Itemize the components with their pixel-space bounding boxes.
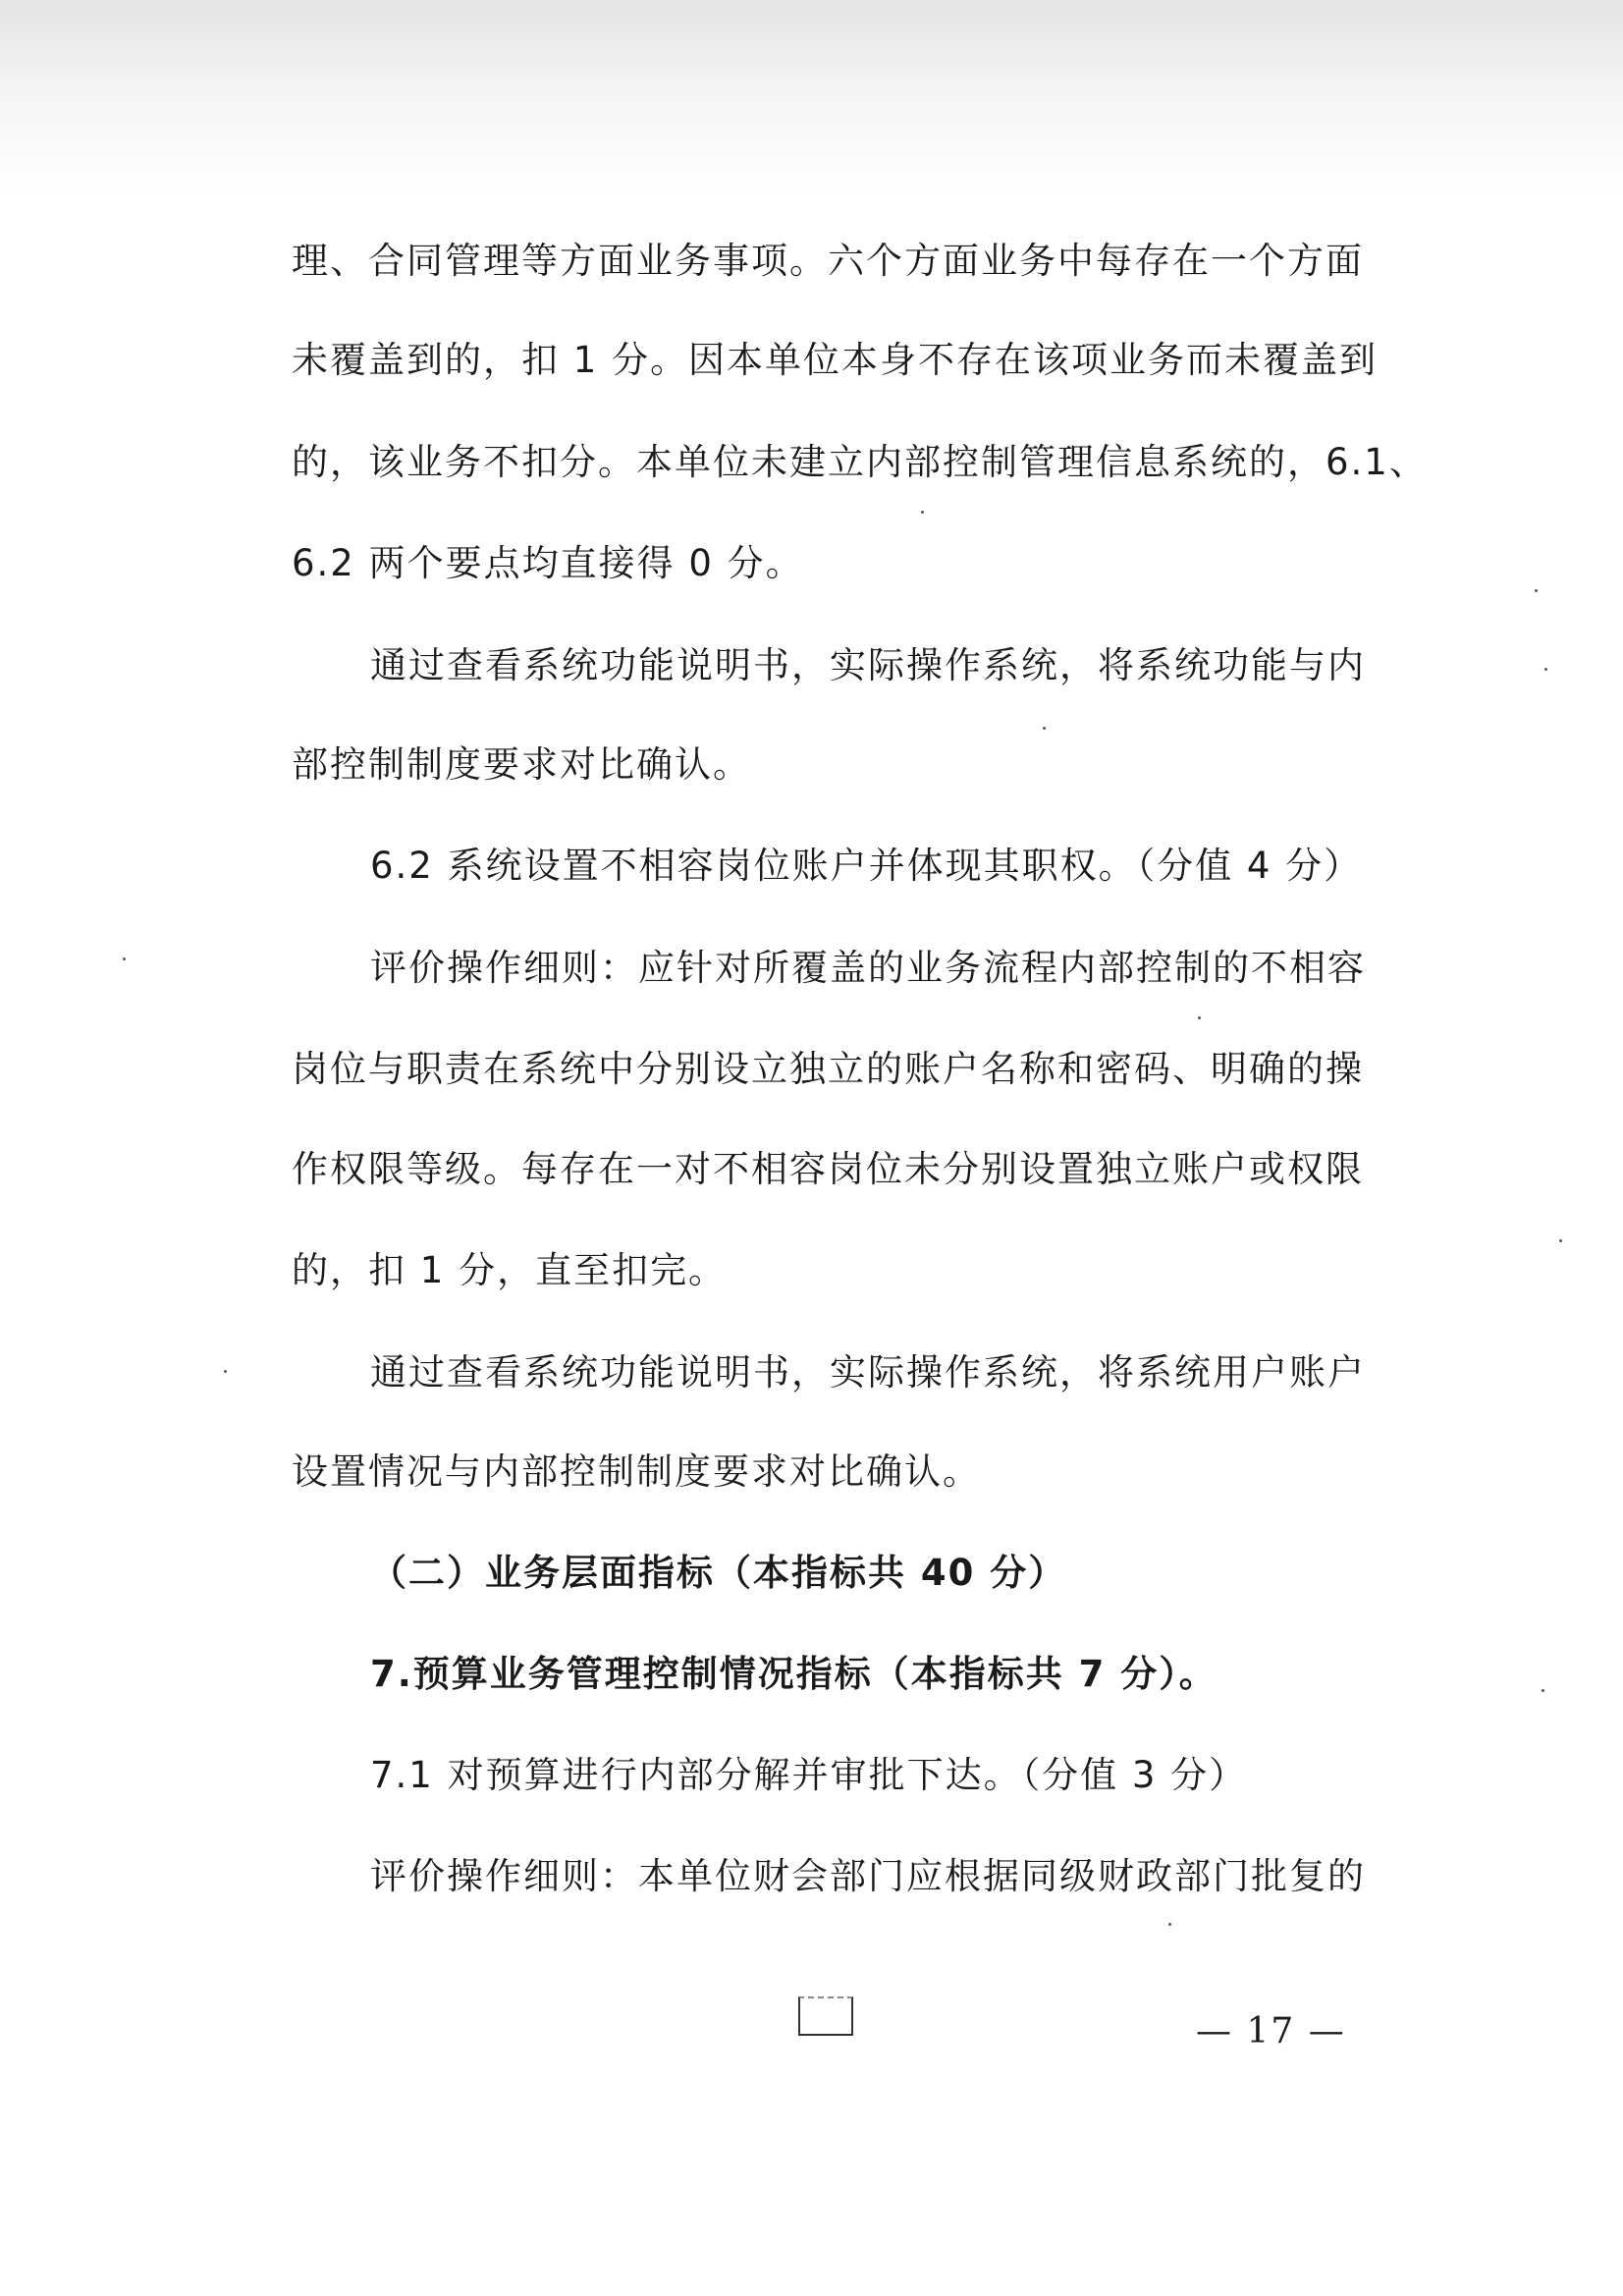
body-text-line: 评价操作细则：本单位财会部门应根据同级财政部门批复的 bbox=[370, 1855, 1366, 1897]
body-text-line: 的，该业务不扣分。本单位未建立内部控制管理信息系统的，6.1、 bbox=[292, 441, 1428, 483]
body-text-line: 作权限等级。每存在一对不相容岗位未分别设置独立账户或权限 bbox=[292, 1148, 1364, 1190]
body-text-line: 设置情况与内部控制制度要求对比确认。 bbox=[292, 1450, 981, 1493]
section-heading-7-1: 7.1 对预算进行内部分解并审批下达。（分值 3 分） bbox=[370, 1754, 1248, 1796]
page-number: — 17 — bbox=[1196, 2011, 1346, 2051]
body-text-line: 通过查看系统功能说明书，实际操作系统，将系统用户账户 bbox=[370, 1351, 1366, 1394]
body-text-line: 未覆盖到的，扣 1 分。因本单位本身不存在该项业务而未覆盖到 bbox=[292, 339, 1379, 381]
section-heading-7: 7.预算业务管理控制情况指标（本指标共 7 分）。 bbox=[370, 1653, 1217, 1695]
scan-speck bbox=[1168, 1923, 1171, 1926]
body-text-line: 部控制制度要求对比确认。 bbox=[292, 743, 751, 786]
body-text-line: 岗位与职责在系统中分别设立独立的账户名称和密码、明确的操 bbox=[292, 1048, 1364, 1090]
scan-speck bbox=[1544, 668, 1547, 671]
body-text-line: 6.2 两个要点均直接得 0 分。 bbox=[292, 542, 804, 584]
scan-speck bbox=[123, 957, 126, 960]
scan-speck bbox=[921, 511, 924, 514]
body-text-line: 评价操作细则：应针对所覆盖的业务流程内部控制的不相容 bbox=[370, 947, 1366, 989]
scan-speck bbox=[1559, 1239, 1562, 1242]
body-text-line: 的，扣 1 分，直至扣完。 bbox=[292, 1249, 728, 1291]
scan-speck bbox=[224, 1370, 227, 1373]
scan-box-mark bbox=[798, 1996, 853, 2036]
section-heading-business-level: （二）业务层面指标（本指标共 40 分） bbox=[370, 1552, 1067, 1594]
scan-speck bbox=[1043, 727, 1046, 730]
scan-speck bbox=[1542, 1689, 1544, 1692]
body-text-line: 通过查看系统功能说明书，实际操作系统，将系统功能与内 bbox=[370, 644, 1366, 686]
section-heading-6-2: 6.2 系统设置不相容岗位账户并体现其职权。（分值 4 分） bbox=[370, 845, 1363, 887]
body-text-line: 理、合同管理等方面业务事项。六个方面业务中每存在一个方面 bbox=[292, 240, 1364, 282]
scan-speck bbox=[1198, 1016, 1201, 1019]
scan-speck bbox=[1535, 589, 1538, 592]
